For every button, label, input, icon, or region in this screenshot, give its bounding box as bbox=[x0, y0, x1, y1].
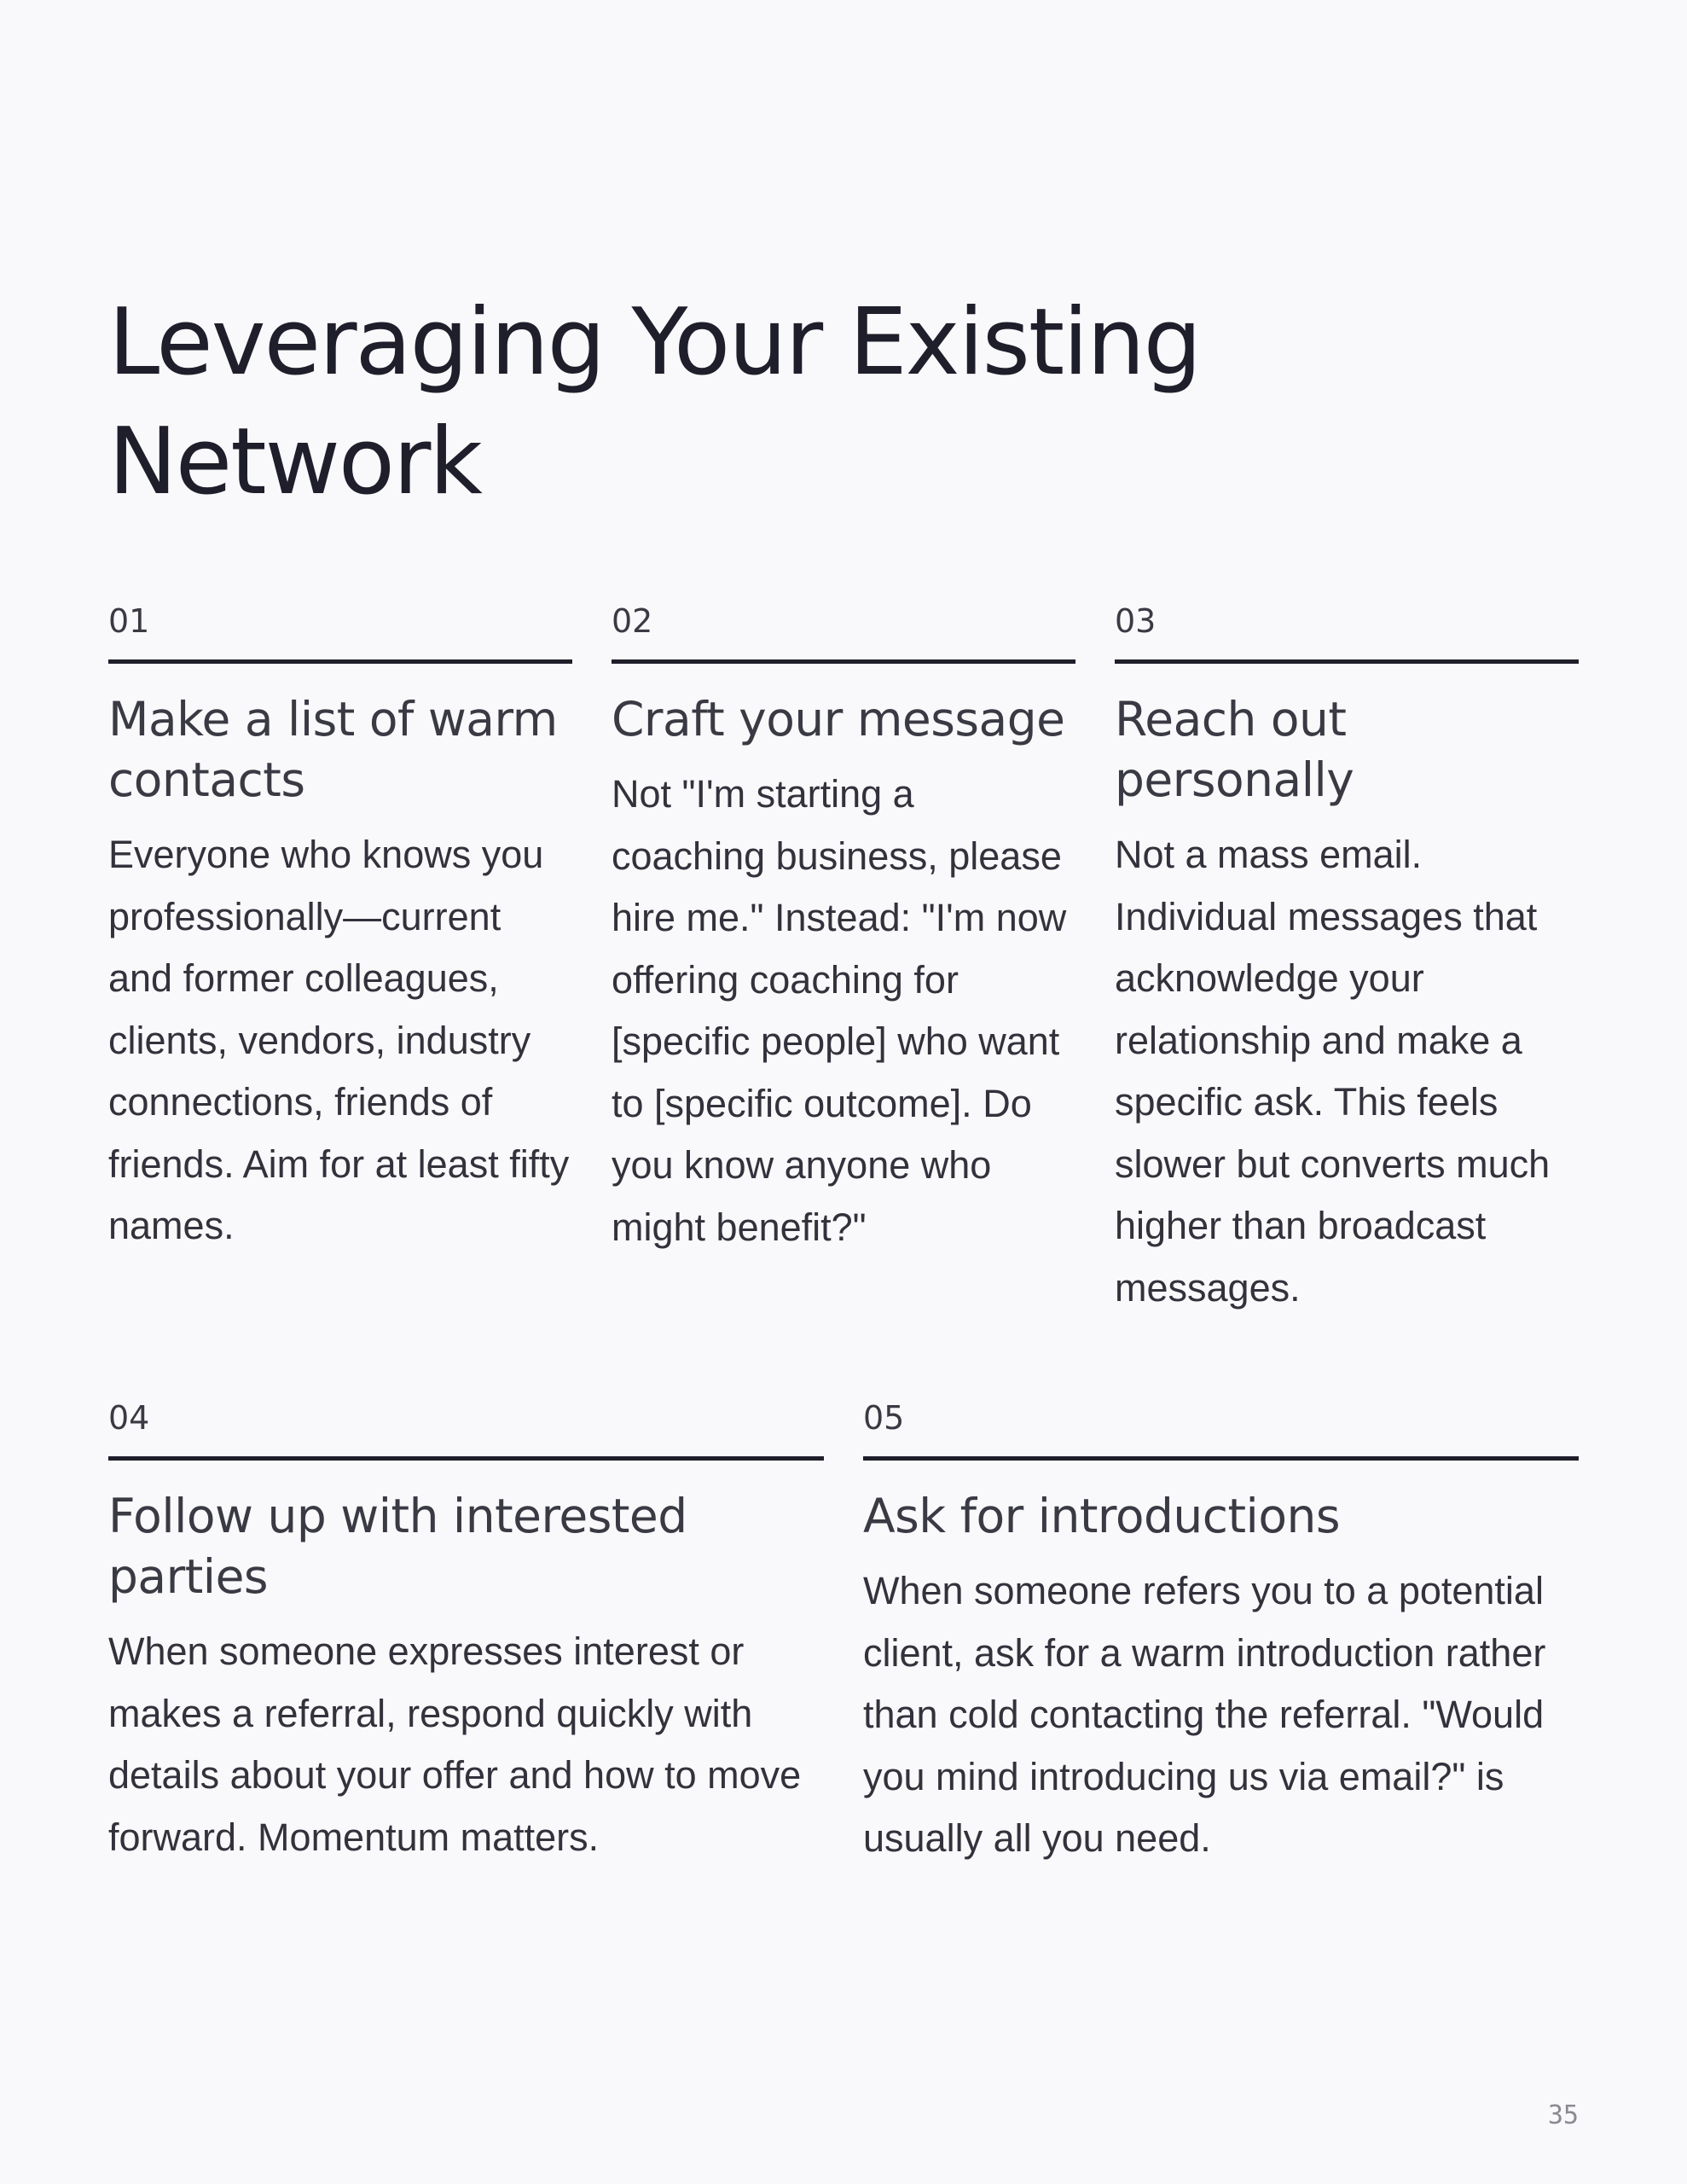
step-card-04 bbox=[108, 1397, 824, 1868]
step-number: 01 bbox=[108, 600, 572, 664]
step-body: When someone expresses interest or makes a referral, respond quickly with details about your offer and how to move forward. Momentum matters. bbox=[108, 1629, 802, 1859]
step-heading: Ask for introductions bbox=[863, 1489, 1340, 1543]
step-card-02 bbox=[612, 600, 1075, 1258]
page-number: 35 bbox=[1547, 2100, 1579, 2130]
step-body: When someone refers you to a potential client, ask for a warm introduction rather than cold contacting the referral. "Would you mind introducing us via email?" is usually all you need. bbox=[863, 1569, 1546, 1860]
step-card-03 bbox=[1115, 600, 1579, 1319]
step-card-05 bbox=[863, 1397, 1579, 1870]
step-number: 02 bbox=[612, 600, 1075, 664]
page-title: Leveraging Your Existing Network bbox=[108, 289, 1201, 515]
step-card-01 bbox=[108, 600, 572, 1258]
step-heading: Make a list of warm contacts bbox=[108, 692, 558, 807]
step-number: 05 bbox=[863, 1397, 1579, 1461]
step-heading: Craft your message bbox=[612, 692, 1065, 746]
step-body: Not a mass email. Individual messages that acknowledge your relationship and make a specific ask. This feels slower but converts much higher than broadcast messages. bbox=[1115, 833, 1551, 1310]
step-heading: Follow up with interested parties bbox=[108, 1489, 687, 1604]
step-number: 03 bbox=[1115, 600, 1579, 664]
step-body: Not "I'm starting a coaching business, please hire me." Instead: "I'm now offering coaching for [specific people] who want to [specific outcome]. Do you know anyone who might benefit?" bbox=[612, 772, 1067, 1249]
step-heading: Reach out personally bbox=[1115, 692, 1354, 807]
step-body: Everyone who knows you professionally—current and former colleagues, clients, vendors, industry connections, friends of friends. Aim for at least fifty names. bbox=[108, 833, 570, 1247]
step-number: 04 bbox=[108, 1397, 824, 1461]
